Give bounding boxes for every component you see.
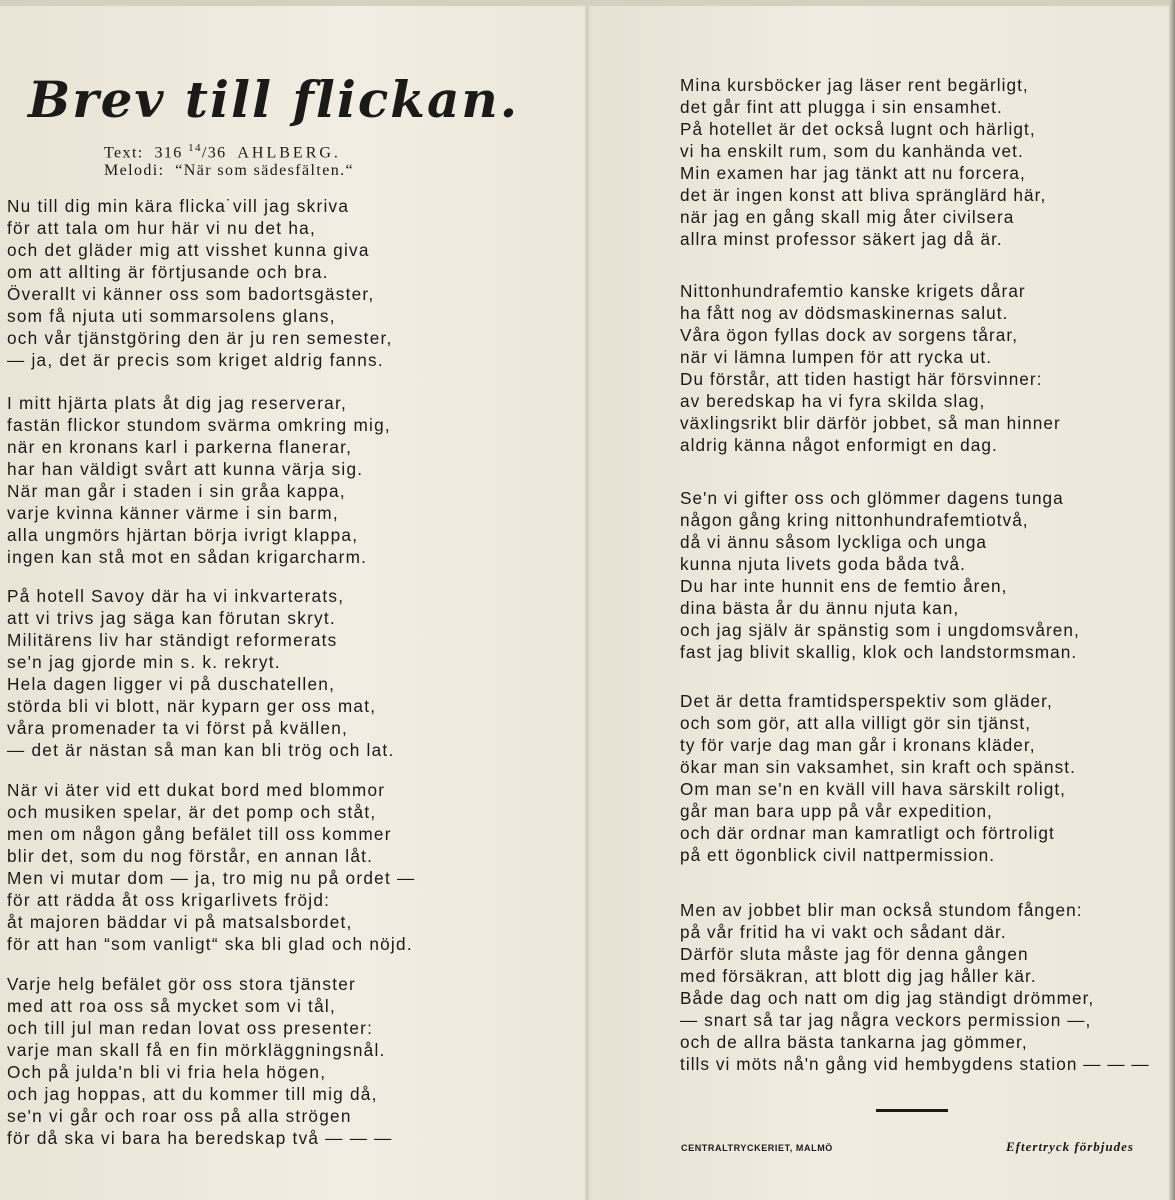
verse-line: på vår fritid ha vi vakt och sådant där.	[680, 922, 1007, 942]
verse-line: och musiken spelar, är det pomp och ståt,	[7, 802, 377, 822]
verse-line: fast jag blivit skallig, klok och landstormsman.	[680, 642, 1078, 662]
paper-edge-top	[0, 0, 1175, 6]
stanza-left-5	[7, 973, 393, 1149]
verse-line: se'n jag gjorde min s. k. rekryt.	[7, 652, 281, 672]
verse-line: I mitt hjärta plats åt dig jag reserverar,	[7, 393, 348, 413]
verse-line: åt majoren bäddar vi på matsalsbordet,	[7, 912, 353, 932]
verse-line: har han väldigt svårt att kunna värja sig.	[7, 459, 364, 479]
verse-line: någon gång kring nittonhundrafemtiotvå,	[680, 510, 1029, 530]
verse-line: — snart så tar jag några veckors permission —,	[680, 1010, 1092, 1030]
melody-label: Melodi:	[104, 162, 165, 179]
verse-line: för att han “som vanligt“ ska bli glad och nöjd.	[7, 934, 413, 954]
verse-line: ökar man sin vaksamhet, sin kraft och spänst.	[680, 757, 1076, 777]
verse-line: ha fått nog av dödsmaskinernas salut.	[680, 303, 1009, 323]
verse-line: Nu till dig min kära flicka˙vill jag skriva	[7, 196, 350, 216]
verse-line: att vi trivs jag säga kan förutan skryt.	[7, 608, 336, 628]
text-fraction-sup: 14	[188, 142, 202, 154]
stanza-right-1	[680, 74, 1046, 250]
text-credit	[104, 142, 341, 162]
stanza-right-4	[680, 690, 1076, 866]
stanza-right-2	[680, 280, 1061, 456]
verse-line: och de allra bästa tankarna jag gömmer,	[680, 1032, 1028, 1052]
verse-line: Men av jobbet blir man också stundom fången:	[680, 900, 1083, 920]
verse-line: men om någon gång befälet till oss kommer	[7, 824, 392, 844]
verse-line: om att allting är förtjusande och bra.	[7, 262, 329, 282]
verse-line: Hela dagen ligger vi på duschatellen,	[7, 674, 336, 694]
verse-line: På hotell Savoy där ha vi inkvarterats,	[7, 586, 345, 606]
verse-line: — det är nästan så man kan bli trög och lat.	[7, 740, 395, 760]
verse-line: på ett ögonblick civil nattpermission.	[680, 845, 996, 865]
verse-line: av beredskap ha vi fyra skilda slag,	[680, 391, 986, 411]
verse-line: och till jul man redan lovat oss presenter:	[7, 1018, 374, 1038]
verse-line: det går fint att plugga i sin ensamhet.	[680, 97, 1003, 117]
text-label: Text:	[104, 144, 144, 162]
verse-line: för att rädda åt oss krigarlivets fröjd:	[7, 890, 331, 910]
verse-line: Du förstår, att tiden hastigt här försvinner:	[680, 369, 1043, 389]
text-number: 316	[154, 144, 183, 162]
verse-line: varje man skall få en fin mörkläggningsnål.	[7, 1040, 386, 1060]
verse-line: Om man se'n en kväll vill hava särskilt roligt,	[680, 779, 1066, 799]
printer-imprint: CENTRALTRYCKERIET, MALMÖ	[681, 1143, 833, 1153]
verse-line: och där ordnar man kamratligt och förtroligt	[680, 823, 1055, 843]
verse-line: går man bara upp på vår expedition,	[680, 801, 993, 821]
verse-line: Nittonhundrafemtio kanske krigets dårar	[680, 281, 1026, 301]
verse-line: och jag hoppas, att du kommer till mig då,	[7, 1084, 378, 1104]
verse-line: störda bli vi blott, när kyparn ger oss mat,	[7, 696, 377, 716]
text-fraction-rest: /36	[201, 144, 227, 162]
stanza-left-1	[7, 195, 393, 371]
verse-line: kunna njuta livets goda båda två.	[680, 554, 966, 574]
verse-line: fastän flickor stundom svärma omkring mig,	[7, 415, 391, 435]
closing-rule	[876, 1109, 948, 1112]
verse-line: och vår tjänstgöring den är ju ren semester,	[7, 328, 393, 348]
verse-line: dina bästa år du ännu njuta kan,	[680, 598, 960, 618]
paper-edge-right	[1169, 0, 1175, 1200]
verse-line: våra promenader ta vi först på kvällen,	[7, 718, 349, 738]
verse-line: Mina kursböcker jag läser rent begärligt,	[680, 75, 1029, 95]
verse-line: då vi ännu såsom lyckliga och unga	[680, 532, 988, 552]
verse-line: och som gör, att alla villigt gör sin tjänst,	[680, 713, 1032, 733]
melody-name: “När som sädesfälten.“	[175, 162, 355, 179]
verse-line: På hotellet är det också lugnt och härligt,	[680, 119, 1036, 139]
verse-line: Och på julda'n bli vi fria hela högen,	[7, 1062, 327, 1082]
verse-line: och det gläder mig att visshet kunna giva	[7, 240, 370, 260]
verse-line: för då ska vi bara ha beredskap två — — —	[7, 1128, 393, 1148]
verse-line: vi ha enskilt rum, som du kanhända vet.	[680, 141, 1024, 161]
verse-line: När man går i staden i sin gråa kappa,	[7, 481, 346, 501]
verse-line: för att tala om hur här vi nu det ha,	[7, 218, 316, 238]
verse-line: Du har inte hunnit ens de femtio åren,	[680, 576, 1008, 596]
verse-line: Militärens liv har ständigt reformerats	[7, 630, 338, 650]
page-fold	[584, 0, 590, 1200]
verse-line: med att roa oss så mycket som vi tål,	[7, 996, 336, 1016]
verse-line: alla ungmörs hjärtan börja ivrigt klappa,	[7, 525, 359, 545]
author-name: AHLBERG.	[237, 144, 341, 162]
stanza-right-3	[680, 487, 1080, 663]
copyright-notice: Eftertryck förbjudes	[1006, 1139, 1134, 1154]
song-title: Brev till flickan.	[28, 70, 520, 129]
verse-line: växlingsrikt blir därför jobbet, så man hinner	[680, 413, 1061, 433]
verse-line: när jag en gång skall mig åter civilsera	[680, 207, 1015, 227]
verse-line: blir det, som du nog förstår, en annan låt.	[7, 846, 374, 866]
verse-line: och jag själv är spänstig som i ungdomsvåren,	[680, 620, 1080, 640]
stanza-left-2	[7, 392, 391, 568]
verse-line: varje kvinna känner värme i sin barm,	[7, 503, 339, 523]
melody-credit	[104, 162, 354, 180]
verse-line: Både dag och natt om dig jag ständigt drömmer,	[680, 988, 1095, 1008]
verse-line: — ja, det är precis som kriget aldrig fanns.	[7, 350, 384, 370]
stanza-left-4	[7, 779, 415, 955]
verse-line: ty för varje dag man går i kronans kläder,	[680, 735, 1036, 755]
verse-line: Varje helg befälet gör oss stora tjänster	[7, 974, 357, 994]
verse-line: när en kronans karl i parkerna flanerar,	[7, 437, 353, 457]
verse-line: när vi lämna lumpen för att rycka ut.	[680, 347, 993, 367]
verse-line: det är ingen konst att bliva spränglärd här,	[680, 185, 1047, 205]
verse-line: Våra ögon fyllas dock av sorgens tårar,	[680, 325, 1019, 345]
stanza-right-5	[680, 899, 1150, 1075]
verse-line: se'n vi går och roar oss på alla strögen	[7, 1106, 352, 1126]
verse-line: tills vi möts nå'n gång vid hembygdens station — — —	[680, 1054, 1150, 1074]
verse-line: Därför sluta måste jag för denna gången	[680, 944, 1029, 964]
verse-line: som få njuta uti sommarsolens glans,	[7, 306, 336, 326]
verse-line: allra minst professor säkert jag då är.	[680, 229, 1003, 249]
verse-line: När vi äter vid ett dukat bord med blommor	[7, 780, 386, 800]
verse-line: Se'n vi gifter oss och glömmer dagens tunga	[680, 488, 1064, 508]
verse-line: med försäkran, att blott dig jag håller kär.	[680, 966, 1037, 986]
verse-line: aldrig känna något enformigt en dag.	[680, 435, 998, 455]
verse-line: Men vi mutar dom — ja, tro mig nu på ordet —	[7, 868, 416, 888]
verse-line: Det är detta framtidsperspektiv som gläder,	[680, 691, 1053, 711]
verse-line: Min examen har jag tänkt att nu forcera,	[680, 163, 1026, 183]
stanza-left-3	[7, 585, 394, 761]
verse-line: Överallt vi känner oss som badortsgäster,	[7, 284, 375, 304]
verse-line: ingen kan stå mot en sådan krigarcharm.	[7, 547, 368, 567]
